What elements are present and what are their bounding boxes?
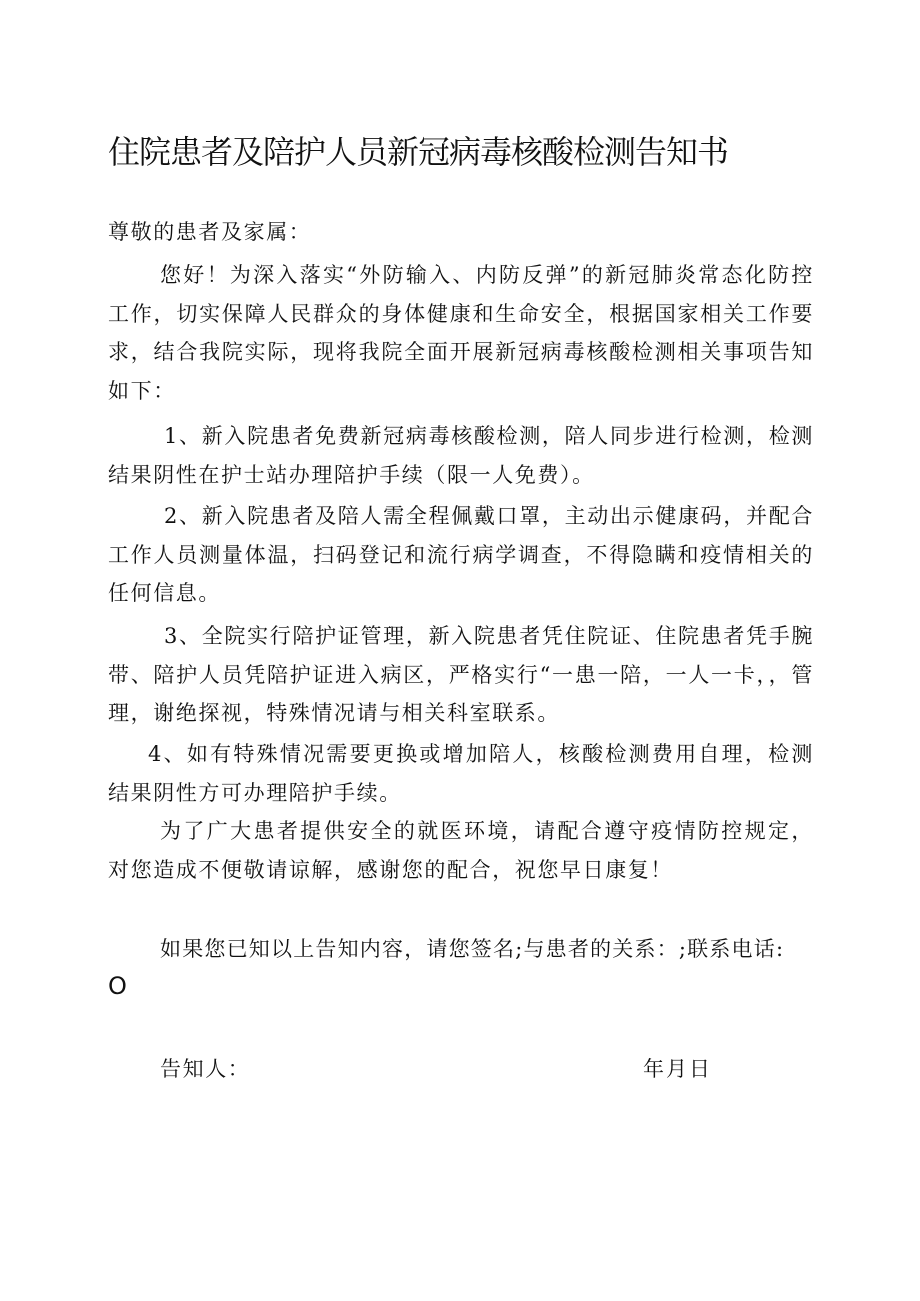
notice-item-1: 1、新入院患者免费新冠病毒核酸检测，陪人同步进行检测，检测结果阴性在护士站办理陪护手续（限一人免费）。 (108, 424, 814, 487)
notifier-label: 告知人： (160, 1057, 251, 1081)
signature-prompt: 如果您已知以上告知内容，请您签名;与患者的关系：;联系电话: (160, 937, 785, 961)
signature-mark: O (108, 972, 127, 1000)
intro-paragraph: 您好！为深入落实“外防输入、内防反弹”的新冠肺炎常态化防控工作，切实保障人民群众的身体健康和生命安全，根据国家相关工作要求，结合我院实际，现将我院全面开展新冠病毒核酸检测相关事项告知如下： (108, 263, 814, 403)
notice-item-3: 3、全院实行陪护证管理，新入院患者凭住院证、住院患者凭手腕带、陪护人员凭陪护证进入病区，严格实行“一患一陪，一人一卡，，管理，谢绝探视，特殊情况请与相关科室联系。 (108, 624, 814, 725)
notice-item-2: 2、新入院患者及陪人需全程佩戴口罩，主动出示健康码，并配合工作人员测量体温，扫码登记和流行病学调查，不得隐瞒和疫情相关的任何信息。 (108, 504, 814, 605)
date-label: 年月日 (643, 1057, 712, 1081)
document-title: 住院患者及陪护人员新冠病毒核酸检测告知书 (108, 133, 729, 171)
salutation: 尊敬的患者及家属： (108, 220, 312, 244)
closing-paragraph: 为了广大患者提供安全的就医环境，请配合遵守疫情防控规定，对您造成不便敬请谅解，感谢您的配合，祝您早日康复！ (108, 819, 814, 882)
notice-item-4: 4、如有特殊情况需要更换或增加陪人，核酸检测费用自理，检测结果阴性方可办理陪护手续。 (108, 742, 814, 805)
